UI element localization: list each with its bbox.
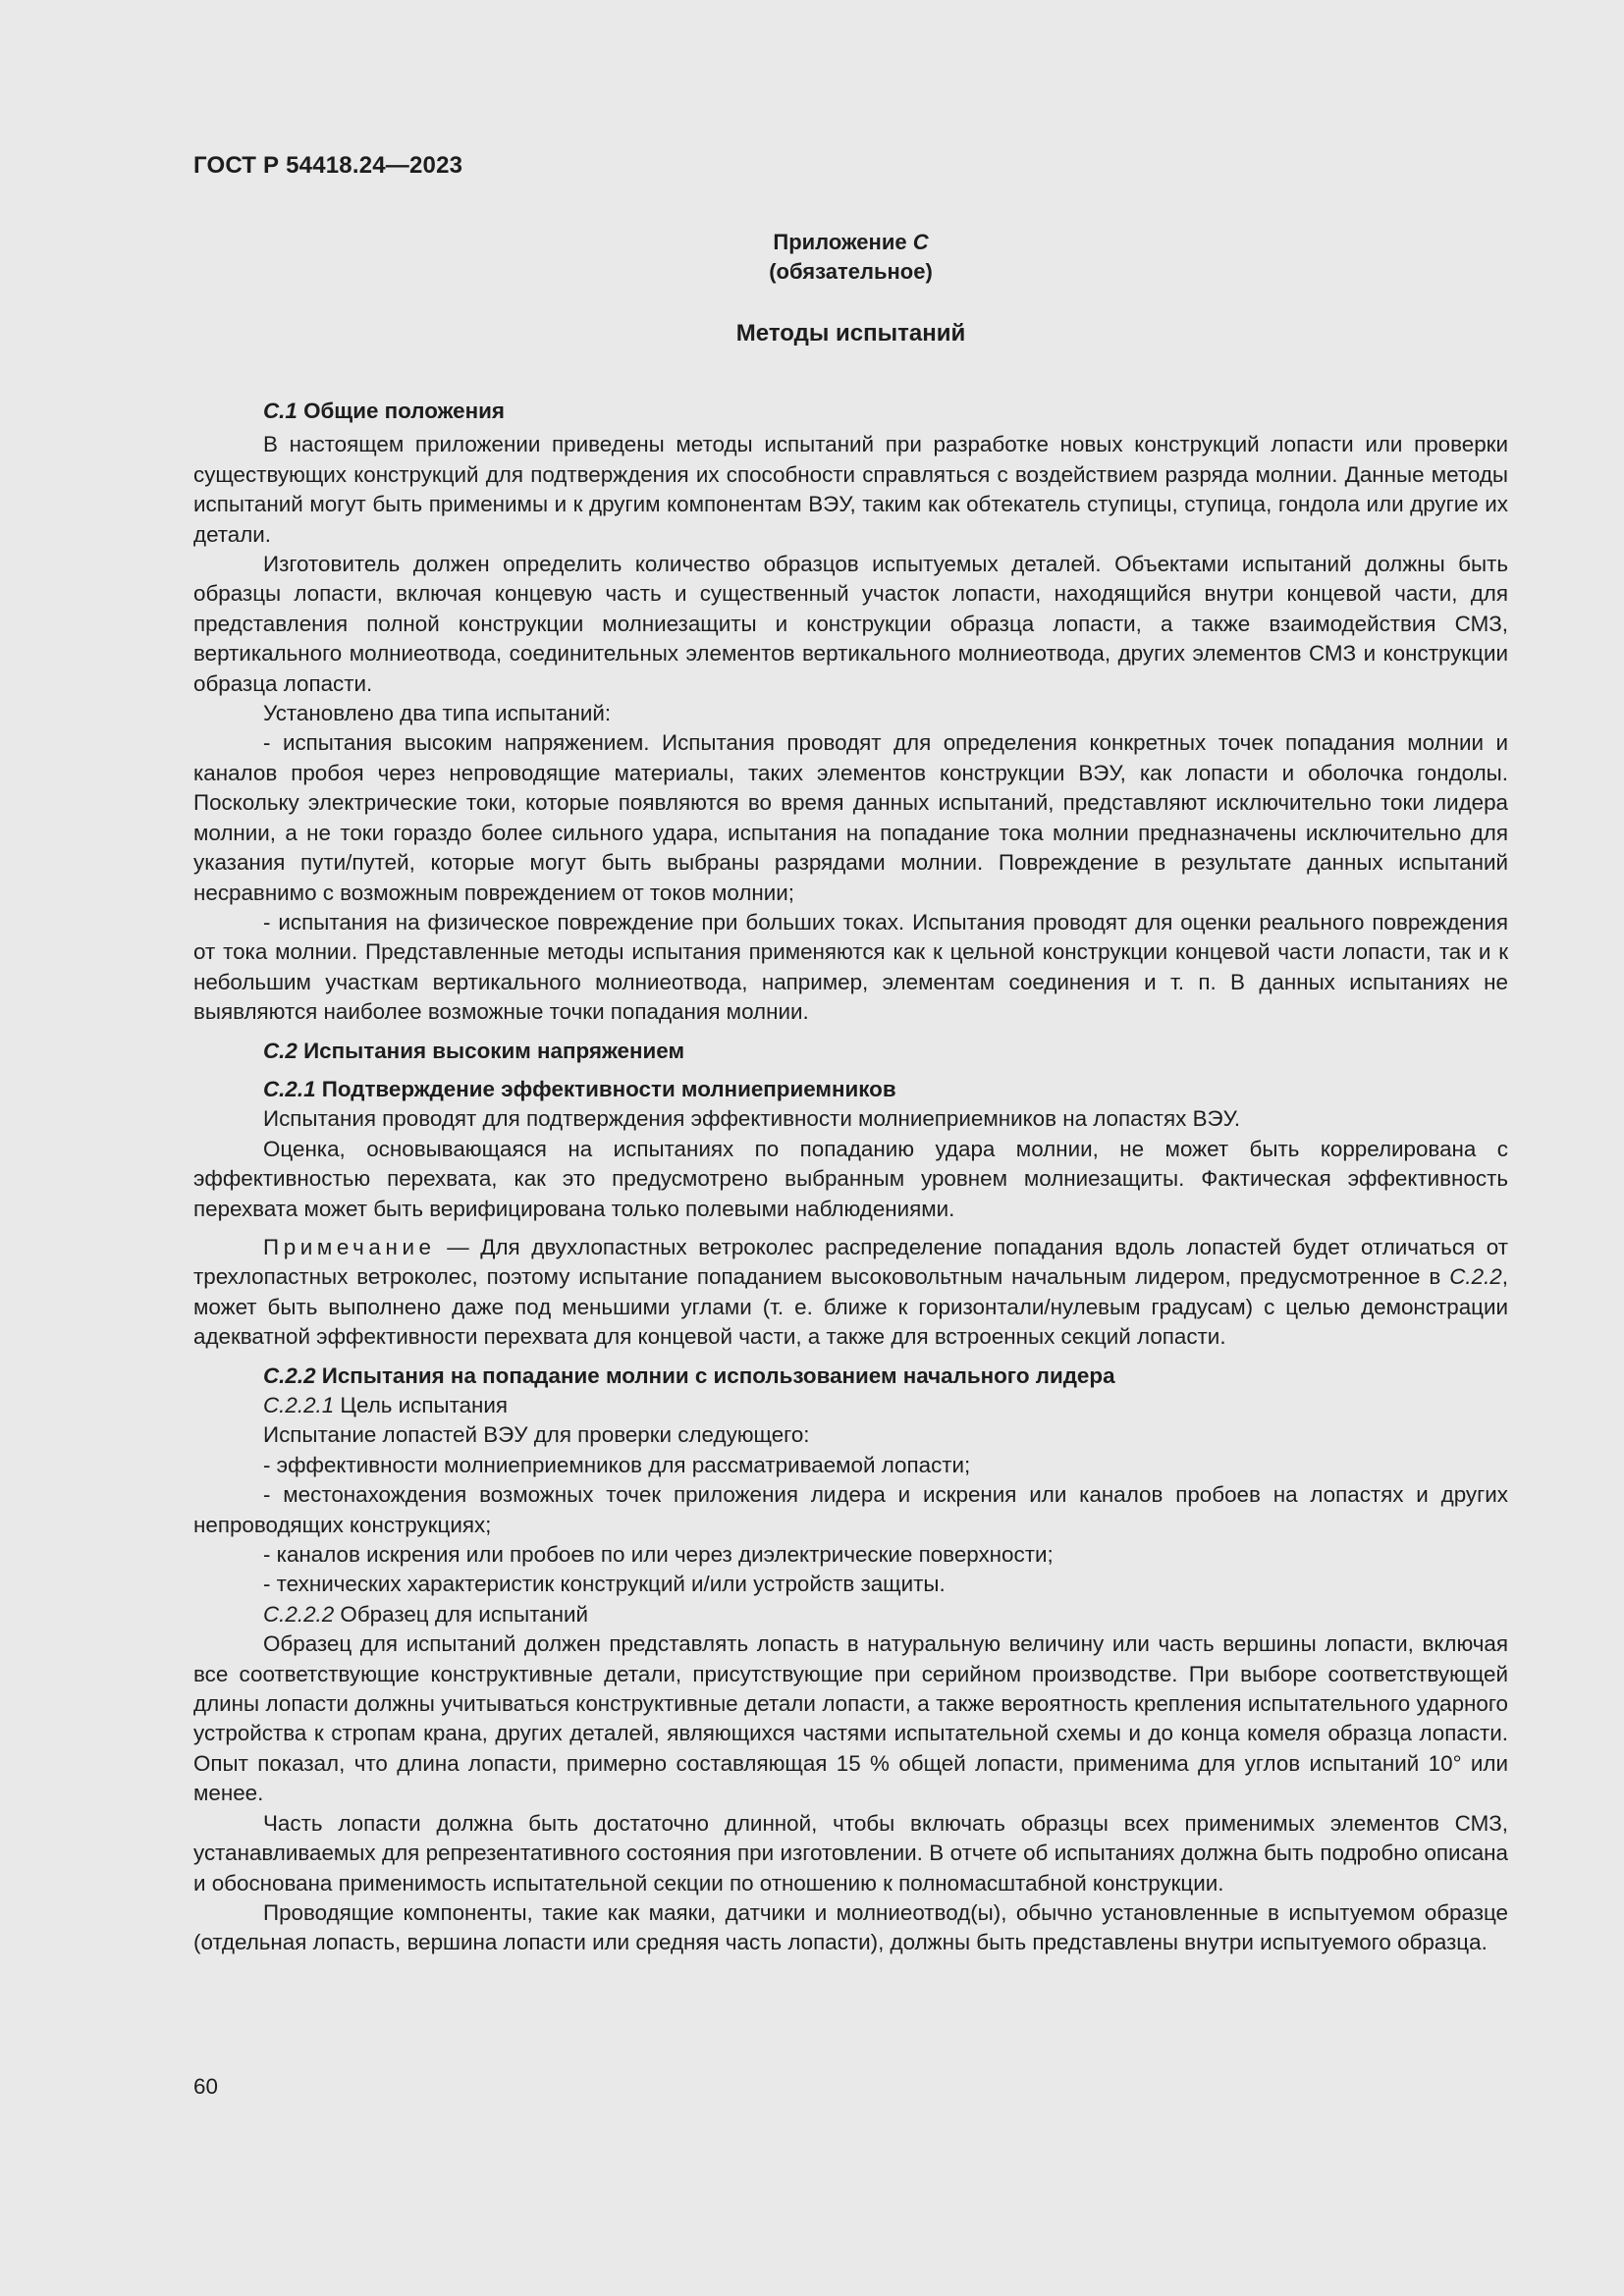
paragraph: Образец для испытаний должен представлять лопасть в натуральную величину или часть вершины лопасти, включая все соответствующие конструктивные детали, присутствующие при серийном производстве. При выборе соответствующей длины лопасти должны учитываться конструктивные детали лопасти, а также вероятность крепления испытательного ударного устройства к стропам крана, других деталей, являющихся частями испытательной схемы и до конца комеля образца лопасти. Опыт показал, что длина лопасти, примерно составляющая 15 % общей лопасти, применима для углов испытаний 10° или менее. (193, 1631, 1508, 1806)
list-item: - каналов искрения или пробоев по или через диэлектрические поверхности; (263, 1542, 1054, 1568)
appendix-title: Методы испытаний (735, 320, 966, 347)
document-header: ГОСТ Р 54418.24—2023 (193, 152, 463, 179)
paragraph: Установлено два типа испытаний: (263, 701, 612, 726)
list-item: - испытания на физическое повреждение при больших токах. Испытания проводят для оценки реального повреждения от тока молнии. Представленные методы испытания применяются как к цельной конструкции концевой части лопасти, так и к небольшим участкам вертикального молниеотвода, например, элементам соединения и т. п. В данных испытаниях не выявляются наиболее возможные точки попадания молнии. (193, 909, 1508, 1025)
list-item: - технических характеристик конструкций и/или устройств защиты. (263, 1572, 946, 1597)
paragraph: В настоящем приложении приведены методы испытаний при разработке новых конструкций лопасти или проверки существующих конструкций для подтверждения их способности справляться с воздействием разряда молнии. Данные методы испытаний могут быть применимы и к другим компонентам ВЭУ, таким как обтекатель ступицы, ступица, гондола или другие их детали. (193, 432, 1508, 547)
paragraph: Часть лопасти должна быть достаточно длинной, чтобы включать образцы всех применимых элементов СМЗ, устанавливаемых для репрезентативного состояния при изготовлении. В отчете об испытаниях должна быть подробно описана и обоснована применимость испытательной секции по отношению к полномасштабной конструкции. (193, 1810, 1508, 1896)
list-item: - испытания высоким напряжением. Испытания проводят для определения конкретных точек попадания молнии и каналов пробоя через непроводящие материалы, таких элементов конструкции ВЭУ, как лопасти и оболочка гондолы. Поскольку электрические токи, которые появляются во время данных испытаний, представляют исключительно токи лидера молнии, а не токи гораздо более сильного удара, испытания на попадание тока молнии предназначены исключительно для указания пути/путей, которые могут быть выбраны разрядами молнии. Повреждение в результате данных испытаний несравнимо с возможным повреждением от токов молнии; (193, 730, 1508, 905)
subsection-heading-c222: C.2.2.2 Образец для испытаний (263, 1601, 589, 1627)
appendix-label: Приложение C (773, 230, 929, 254)
cross-reference: C.2.2 (1449, 1264, 1502, 1290)
note: Примечание — Для двухлопастных ветроколес распределение попадания вдоль лопастей будет отличаться от трехлопастных ветроколес, поэтому испытание попаданием высоковольтным начальным лидером, предусмотренное в C.2.2, может быть выполнено даже под меньшими углами (т. е. ближе к горизонтали/нулевым градусам) с целью демонстрации адекватной эффективности перехвата для концевой части, а также для встроенных секций лопасти. (193, 1234, 1508, 1350)
section-heading-c21: C.2.1 Подтверждение эффективности молниеприемников (263, 1076, 896, 1101)
appendix-heading (193, 228, 1508, 287)
section-heading-c1: C.1 Общие положения (263, 399, 505, 423)
note-label: Примечание (263, 1234, 436, 1259)
subsection-heading-c221: C.2.2.1 Цель испытания (263, 1393, 509, 1417)
paragraph: Проводящие компоненты, такие как маяки, датчики и молниеотвод(ы), обычно установленные в испытуемом образце (отдельная лопасть, вершина лопасти или средняя часть лопасти), должны быть представлены внутри испытуемого образца. (193, 1899, 1508, 1955)
appendix-letter: C (912, 230, 929, 254)
section-heading-c2: C.2 Испытания высоким напряжением (263, 1038, 685, 1063)
list-item: - эффективности молниеприемников для рассматриваемой лопасти; (263, 1452, 971, 1477)
paragraph: Испытания проводят для подтверждения эффективности молниеприемников на лопастях ВЭУ. (263, 1106, 1241, 1132)
appendix-status: (обязательное) (769, 259, 933, 284)
paragraph: Изготовитель должен определить количество образцов испытуемых деталей. Объектами испытаний должны быть образцы лопасти, включая концевую часть и существенный участок лопасти, находящийся внутри концевой части, для представления полной конструкции молниезащиты и конструкции образца лопасти, а также взаимодействия СМЗ, вертикального молниеотвода, соединительных элементов вертикального молниеотвода, других элементов СМЗ и конструкции образца лопасти. (193, 552, 1508, 696)
paragraph: Оценка, основывающаяся на испытаниях по попаданию удара молнии, не может быть коррелирована с эффективностью перехвата, как это предусмотрено выбранным уровнем молниезащиты. Фактическая эффективность перехвата может быть верифицирована только полевыми наблюдениями. (193, 1136, 1508, 1221)
paragraph: Испытание лопастей ВЭУ для проверки следующего: (263, 1422, 810, 1448)
section-heading-c22: C.2.2 Испытания на попадание молнии с использованием начального лидера (263, 1362, 1115, 1388)
page-number: 60 (193, 2074, 218, 2099)
document-body (193, 397, 1508, 1958)
list-item: - местонахождения возможных точек приложения лидера и искрения или каналов пробоев на лопастях и других непроводящих конструкциях; (193, 1482, 1508, 1537)
